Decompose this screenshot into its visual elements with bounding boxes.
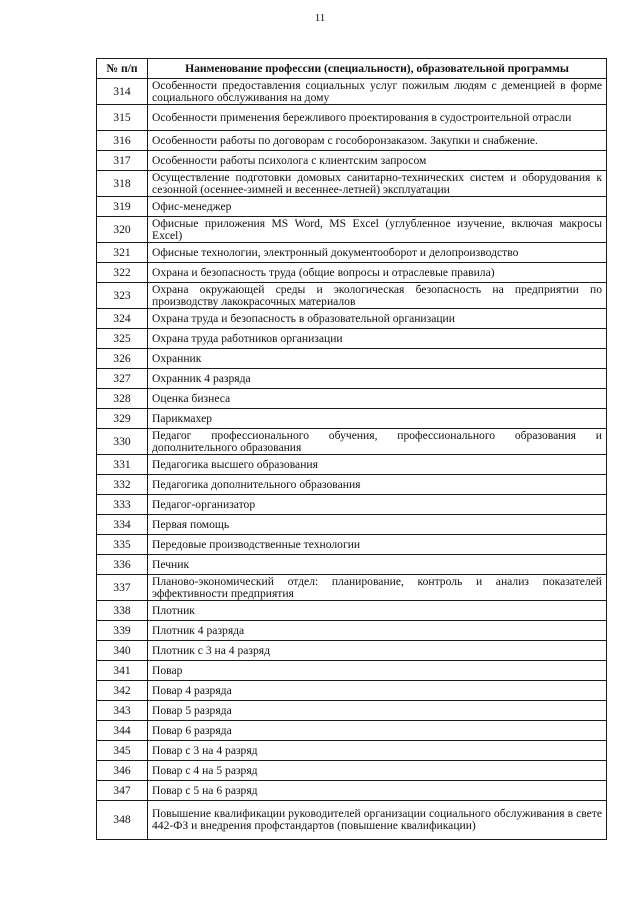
row-number: 339: [97, 621, 148, 641]
row-number: 344: [97, 721, 148, 741]
table-row: [97, 575, 607, 601]
program-name: Оценка бизнеса: [148, 389, 607, 409]
row-number: 331: [97, 455, 148, 475]
program-name: Особенности работы по договорам с гособоронзаказом. Закупки и снабжение.: [148, 131, 607, 151]
table-header-row: [97, 59, 607, 79]
row-number: 324: [97, 309, 148, 329]
table-row: [97, 283, 607, 309]
program-name: Педагог профессионального обучения, профессионального образования и дополнительного образования: [148, 429, 607, 455]
program-name: Повышение квалификации руководителей организации социального обслуживания в свете 442-ФЗ и внедрения профстандартов (повышение квалификации): [148, 801, 607, 840]
program-name: Педагог-организатор: [148, 495, 607, 515]
table-row: [97, 661, 607, 681]
row-number: 320: [97, 217, 148, 243]
program-name: Планово-экономический отдел: планирование, контроль и анализ показателей эффективности предприятия: [148, 575, 607, 601]
table-row: [97, 455, 607, 475]
table-row: [97, 475, 607, 495]
table-row: [97, 349, 607, 369]
row-number: 342: [97, 681, 148, 701]
row-number: 332: [97, 475, 148, 495]
program-name: Передовые производственные технологии: [148, 535, 607, 555]
row-number: 334: [97, 515, 148, 535]
table-row: [97, 801, 607, 840]
table-row: [97, 621, 607, 641]
program-name: Педагогика высшего образования: [148, 455, 607, 475]
table-row: [97, 151, 607, 171]
row-number: 341: [97, 661, 148, 681]
program-name: Особенности работы психолога с клиентским запросом: [148, 151, 607, 171]
table-row: [97, 535, 607, 555]
program-name: Осуществление подготовки домовых санитарно-технических систем и оборудования к сезонной (осеннее-зимней и весеннее-летней) эксплуатации: [148, 171, 607, 197]
program-name: Повар с 4 на 5 разряд: [148, 761, 607, 781]
table-row: [97, 243, 607, 263]
row-number: 323: [97, 283, 148, 309]
row-number: 319: [97, 197, 148, 217]
program-name: Охрана окружающей среды и экологическая безопасность на предприятии по производству лакокрасочных материалов: [148, 283, 607, 309]
row-number: 337: [97, 575, 148, 601]
program-name: Плотник 4 разряда: [148, 621, 607, 641]
row-number: 325: [97, 329, 148, 349]
program-name: Офисные технологии, электронный документооборот и делопроизводство: [148, 243, 607, 263]
table-row: [97, 389, 607, 409]
table-row: [97, 409, 607, 429]
table-row: [97, 601, 607, 621]
program-name: Охрана и безопасность труда (общие вопросы и отраслевые правила): [148, 263, 607, 283]
column-header-number: № п/п: [97, 59, 148, 79]
program-name: Охранник: [148, 349, 607, 369]
program-name: Печник: [148, 555, 607, 575]
row-number: 317: [97, 151, 148, 171]
program-name: Повар 6 разряда: [148, 721, 607, 741]
program-name: Первая помощь: [148, 515, 607, 535]
table-row: [97, 781, 607, 801]
program-name: Офис-менеджер: [148, 197, 607, 217]
row-number: 318: [97, 171, 148, 197]
program-name: Педагогика дополнительного образования: [148, 475, 607, 495]
table-row: [97, 171, 607, 197]
program-name: Охрана труда и безопасность в образовательной организации: [148, 309, 607, 329]
row-number: 329: [97, 409, 148, 429]
row-number: 345: [97, 741, 148, 761]
row-number: 322: [97, 263, 148, 283]
row-number: 326: [97, 349, 148, 369]
row-number: 321: [97, 243, 148, 263]
program-name: Особенности применения бережливого проектирования в судостроительной отрасли: [148, 105, 607, 131]
table-row: [97, 641, 607, 661]
program-name: Повар с 3 на 4 разряд: [148, 741, 607, 761]
table-row: [97, 217, 607, 243]
table-row: [97, 515, 607, 535]
table-row: [97, 429, 607, 455]
row-number: 333: [97, 495, 148, 515]
row-number: 343: [97, 701, 148, 721]
table-row: [97, 761, 607, 781]
program-name: Парикмахер: [148, 409, 607, 429]
program-name: Охрана труда работников организации: [148, 329, 607, 349]
row-number: 316: [97, 131, 148, 151]
row-number: 327: [97, 369, 148, 389]
program-name: Плотник: [148, 601, 607, 621]
page-number: 11: [314, 12, 326, 24]
row-number: 315: [97, 105, 148, 131]
program-name: Повар 5 разряда: [148, 701, 607, 721]
row-number: 314: [97, 79, 148, 105]
column-header-name: Наименование профессии (специальности), образовательной программы: [148, 59, 607, 79]
row-number: 348: [97, 801, 148, 840]
table-row: [97, 681, 607, 701]
program-name: Офисные приложения MS Word, MS Excel (углубленное изучение, включая макросы Excel): [148, 217, 607, 243]
table-row: [97, 309, 607, 329]
table-row: [97, 369, 607, 389]
table-row: [97, 329, 607, 349]
table-row: [97, 495, 607, 515]
program-name: Охранник 4 разряда: [148, 369, 607, 389]
professions-table: [96, 58, 607, 840]
row-number: 338: [97, 601, 148, 621]
table-row: [97, 105, 607, 131]
table-row: [97, 741, 607, 761]
row-number: 328: [97, 389, 148, 409]
program-name: Повар 4 разряда: [148, 681, 607, 701]
table-row: [97, 131, 607, 151]
table-row: [97, 721, 607, 741]
table-row: [97, 197, 607, 217]
row-number: 347: [97, 781, 148, 801]
row-number: 336: [97, 555, 148, 575]
row-number: 346: [97, 761, 148, 781]
program-name: Повар с 5 на 6 разряд: [148, 781, 607, 801]
table-row: [97, 555, 607, 575]
program-name: Повар: [148, 661, 607, 681]
table-row: [97, 701, 607, 721]
row-number: 330: [97, 429, 148, 455]
table-row: [97, 79, 607, 105]
row-number: 340: [97, 641, 148, 661]
row-number: 335: [97, 535, 148, 555]
program-name: Особенности предоставления социальных услуг пожилым людям с деменцией в форме социального обслуживания на дому: [148, 79, 607, 105]
table-row: [97, 263, 607, 283]
program-name: Плотник с 3 на 4 разряд: [148, 641, 607, 661]
